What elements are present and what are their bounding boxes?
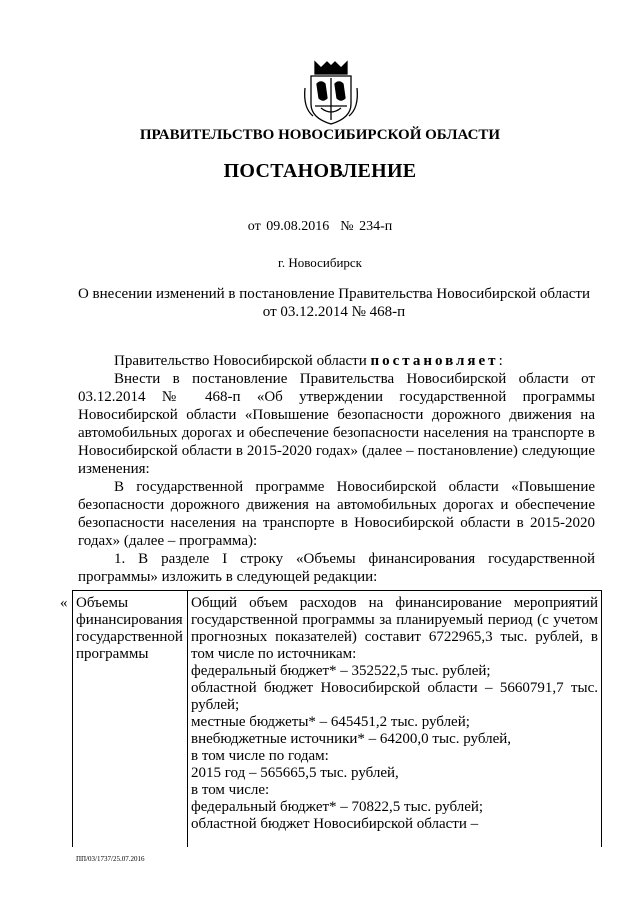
content-line: федеральный бюджет* – 70822,5 тыс. рублей; <box>191 799 484 815</box>
document-number: 234-п <box>359 219 393 234</box>
paragraph-2: В государственной программе Новосибирской области «Повышение безопасности дорожного движения на автомобильных дорогах и обеспечение безопасности населения на транспорте в Новосибирской области в 2015-2020 годах» (далее – программа): <box>78 479 595 549</box>
content-line: областной бюджет Новосибирской области – <box>191 816 479 832</box>
document-subject: О внесении изменений в постановление Правительства Новосибирской области от 03.12.2014 № 468-п <box>77 286 591 320</box>
coat-of-arms-emblem <box>301 58 361 126</box>
content-line: федеральный бюджет* – 352522,5 тыс. рублей; <box>191 663 491 679</box>
content-line: Общий объем расходов на финансирование мероприятий государственной программы за планируемый период (с учетом прогнозных показателей) составит 6722965,3 тыс. рублей, в том числе по источникам: <box>191 595 598 662</box>
intro-prefix: Правительство Новосибирской области <box>114 353 371 369</box>
document-date: 09.08.2016 <box>266 219 330 234</box>
content-line: в том числе по годам: <box>191 748 329 764</box>
footer-code: ПП/03/1737/25.07.2016 <box>76 855 145 863</box>
table-row <box>73 591 602 848</box>
intro-suffix: : <box>498 353 503 369</box>
document-type-title: ПОСТАНОВЛЕНИЕ <box>223 160 417 182</box>
document-body <box>78 352 595 586</box>
row-label: Объемы финансирования государственной программы <box>73 591 188 848</box>
intro-paragraph <box>78 352 595 370</box>
opening-quote: « <box>60 595 68 611</box>
government-name: ПРАВИТЕЛЬСТВО НОВОСИБИРСКОЙ ОБЛАСТИ <box>139 127 501 143</box>
paragraph-1: Внести в постановление Правительства Новосибирской области от 03.12.2014 № 468-п «Об утверждении государственной программы Новосибирской области «Повышение безопасности дорожного движения на автомобильных дорогах и обеспечение безопасности населения на транспорте в Новосибирской области в 2015-2020 годах» (далее – постановление) следующие изменения: <box>78 371 595 477</box>
financing-table <box>72 590 602 847</box>
content-line: внебюджетные источники* – 64200,0 тыс. рублей, <box>191 731 512 747</box>
paragraph-3: 1. В разделе I строку «Объемы финансирования государственной программы» изложить в следующей редакции: <box>78 551 595 585</box>
content-line: в том числе: <box>191 782 270 798</box>
city-name: г. Новосибирск <box>277 255 362 270</box>
content-line: местные бюджеты* – 645451,2 тыс. рублей; <box>191 714 470 730</box>
number-prefix: № <box>340 219 354 234</box>
intro-verb: постановляет <box>370 353 499 369</box>
date-prefix: от <box>247 219 261 234</box>
content-line: 2015 год – 565665,5 тыс. рублей, <box>191 765 399 781</box>
content-line: областной бюджет Новосибирской области – 5660791,7 тыс. рублей; <box>191 680 598 713</box>
row-content <box>188 591 602 848</box>
date-number-line <box>0 219 640 235</box>
